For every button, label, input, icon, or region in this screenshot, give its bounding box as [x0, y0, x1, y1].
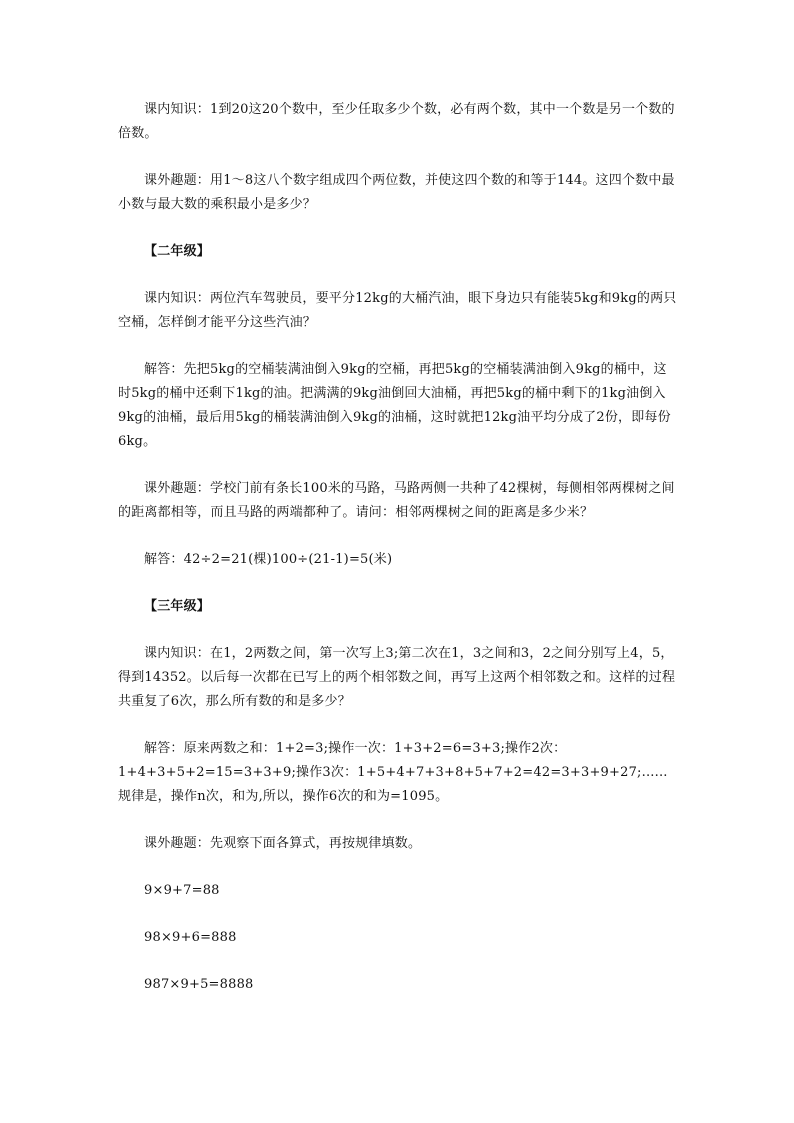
- paragraph-grade2-answer-2: 解答：42÷2=21(棵)100÷(21-1)=5(米): [144, 552, 393, 567]
- paragraph-grade2-answer-1: 解答：先把5kg的空桶装满油倒入9kg的空桶，再把5kg的空桶装满油倒入9kg的桶中，这时5kg的桶中还剩下1kg的油。把满满的9kg油倒回大油桶，再把5kg的桶中剩下的1kg油倒入9kg的油桶，最后用5kg的桶装满油倒入9kg的油桶，这时就把12kg油平均分成了2份，即每份6kg。: [118, 362, 671, 449]
- paragraph-grade1-fun-problem: 课外趣题：用1～8这八个数字组成四个两位数，并使这四个数的和等于144。这四个数中最小数与最大数的乘积最小是多少？: [118, 173, 675, 212]
- equation-line-1: 9×9+7=88: [144, 883, 220, 898]
- section-heading-grade2: 【二年级】: [144, 244, 211, 259]
- section-heading-grade3: 【三年级】: [144, 599, 211, 614]
- paragraph-grade3-in-class: 课内知识：在1，2两数之间，第一次写上3;第二次在1，3之间和3，2之间分别写上4，5，得到14352。以后每一次都在已写上的两个相邻数之间，再写上这两个相邻数之和。这样的过程共重复了6次，那么所有数的和是多少？: [118, 646, 676, 709]
- equation-line-2: 98×9+6=888: [144, 930, 237, 945]
- paragraph-grade1-in-class: 课内知识：1到20这20个数中，至少任取多少个数，必有两个数，其中一个数是另一个数的倍数。: [118, 102, 675, 141]
- equation-line-3: 987×9+5=8888: [144, 977, 254, 992]
- document-page: [118, 98, 678, 997]
- paragraph-grade2-fun-problem: 课外趣题：学校门前有条长100米的马路，马路两侧一共种了42棵树，每侧相邻两棵树之间的距离都相等，而且马路的两端都种了。请问：相邻两棵树之间的距离是多少米？: [118, 481, 675, 520]
- paragraph-grade3-fun-problem: 课外趣题：先观察下面各算式，再按规律填数。: [144, 836, 422, 851]
- paragraph-grade2-in-class: 课内知识：两位汽车驾驶员，要平分12kg的大桶汽油，眼下身边只有能装5kg和9kg的两只空桶，怎样倒才能平分这些汽油？: [118, 291, 677, 330]
- paragraph-grade3-answer: 解答：原来两数之和：1+2=3;操作一次：1+3+2=6=3+3;操作2次：1+4+3+5+2=15=3+3+9;操作3次：1+5+4+7+3+8+5+7+2=42=3+3+9+27;......规律是，操作n次，和为,所以，操作6次的和为=1095。: [118, 741, 668, 804]
